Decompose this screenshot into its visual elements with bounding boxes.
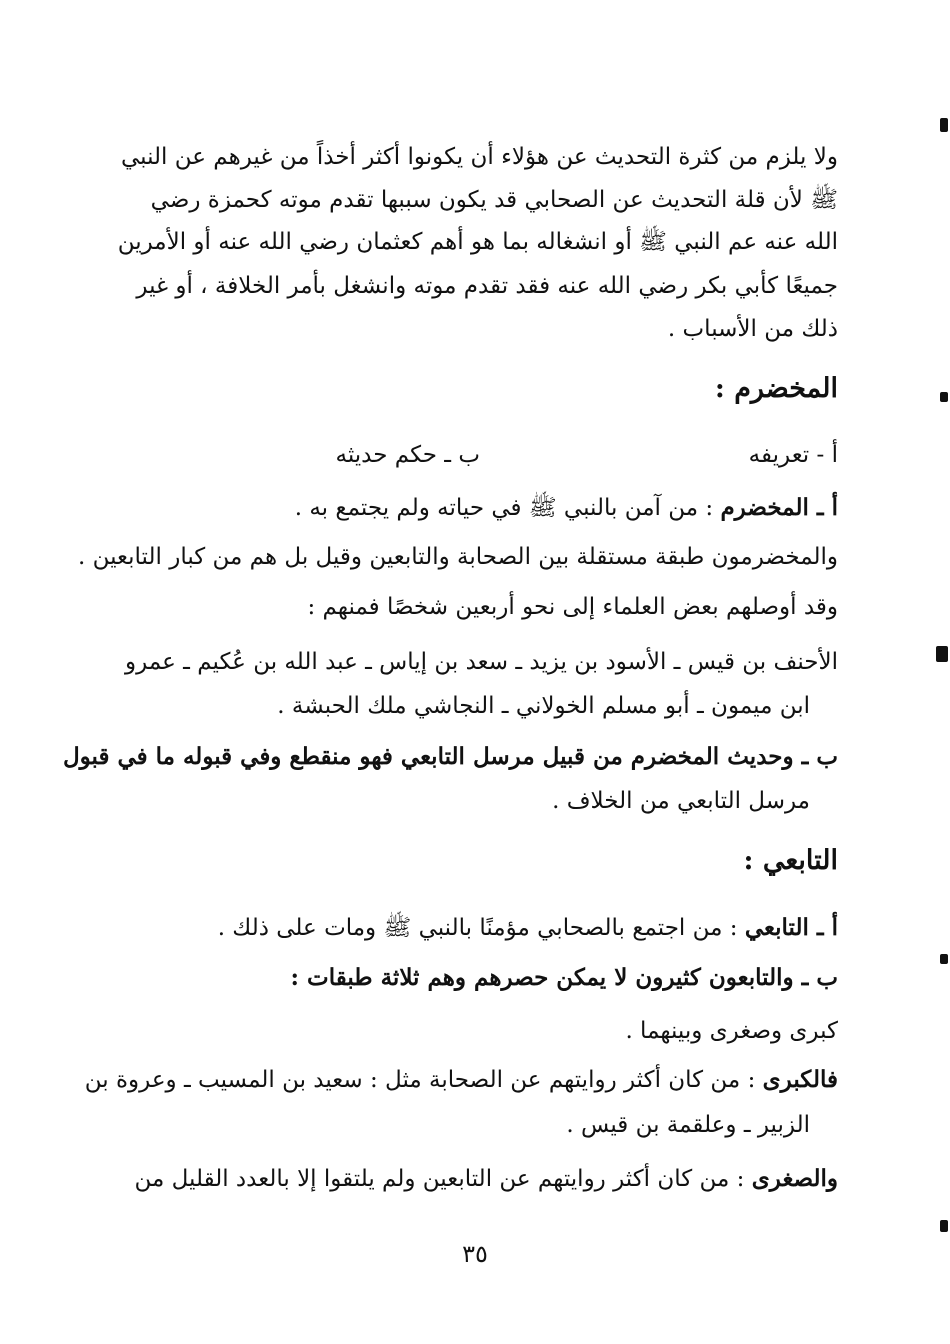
heading-mukhadram: المخضرم : (714, 373, 838, 404)
subhead-tarifuhu: أ - تعريفه (748, 442, 838, 468)
mukhadram-line-2: وقد أوصلهم بعض العلماء إلى نحو أربعين شخصًا فمنهم : (307, 594, 838, 620)
definition-mukhadram (295, 490, 838, 526)
page-number: ٣٥ (462, 1240, 488, 1268)
para1-line-4: جميعًا كأبي بكر رضي الله عنه فقد تقدم موته وانشغل بأمر الخلافة ، أو غير (136, 273, 838, 299)
hadith-mukhadram-line-1: ب ـ وحديث المخضرم من قبيل مرسل التابعي فهو منقطع وفي قبوله ما في قبول (62, 743, 838, 770)
para1-line-5: ذلك من الأسباب . (667, 316, 838, 342)
para1-line-1: ولا يلزم من كثرة التحديث عن هؤلاء أن يكونوا أكثر أخذاً من غيرهم عن النبي (121, 144, 838, 170)
margin-mark (936, 646, 948, 662)
para1-line-2: ﷺ لأن قلة التحديث عن الصحابي قد يكون سببها تقدم موته كحمزة رضي (150, 187, 838, 213)
sughra-text: : من كان أكثر روايتهم عن التابعين ولم يلتقوا إلا بالعدد القليل من (134, 1166, 752, 1192)
definition-tabii-label: أ ـ التابعي (744, 914, 838, 941)
mukhadram-line-1: والمخضرمون طبقة مستقلة بين الصحابة والتابعين وقيل بل هم من كبار التابعين . (77, 544, 838, 570)
kubra-text: : من كان أكثر روايتهم عن الصحابة مثل : سعيد بن المسيب ـ وعروة بن (84, 1067, 763, 1093)
definition-mukhadram-label: أ ـ المخضرم (720, 494, 838, 521)
margin-mark (940, 954, 948, 964)
sughra-line (134, 1161, 838, 1197)
mukhadram-line-4: ابن ميمون ـ أبو مسلم الخولاني ـ النجاشي ملك الحبشة . (277, 693, 810, 719)
margin-mark (940, 1220, 948, 1232)
tabaqat-line: كبرى وصغرى وبينهما . (625, 1018, 838, 1044)
definition-tabii (218, 910, 838, 946)
kubra-line-1 (85, 1062, 838, 1098)
tabiun-line: ب ـ والتابعون كثيرون لا يمكن حصرهم وهم ثلاثة طبقات : (290, 964, 838, 991)
mukhadram-line-3: الأحنف بن قيس ـ الأسود بن يزيد ـ سعد بن إياس ـ عبد الله بن عُكيم ـ عمرو (125, 649, 838, 675)
para1-line-3: الله عنه عم النبي ﷺ أو انشغاله بما هو أهم كعثمان رضي الله عنه أو الأمرين (117, 229, 838, 255)
hadith-mukhadram-line-2: مرسل التابعي من الخلاف . (552, 788, 810, 814)
margin-mark (940, 118, 948, 132)
sughra-label: والصغرى (751, 1165, 838, 1192)
margin-mark (940, 392, 948, 402)
kubra-label: فالكبرى (762, 1066, 838, 1093)
definition-mukhadram-text: : من آمن بالنبي ﷺ في حياته ولم يجتمع به . (294, 495, 721, 521)
subhead-hukm: ب ـ حكم حديثه (335, 442, 480, 468)
definition-tabii-text: : من اجتمع بالصحابي مؤمنًا بالنبي ﷺ ومات على ذلك . (217, 915, 745, 941)
kubra-line-2: الزبير ـ وعلقمة بن قيس . (566, 1112, 810, 1138)
heading-tabii: التابعي : (743, 845, 838, 876)
